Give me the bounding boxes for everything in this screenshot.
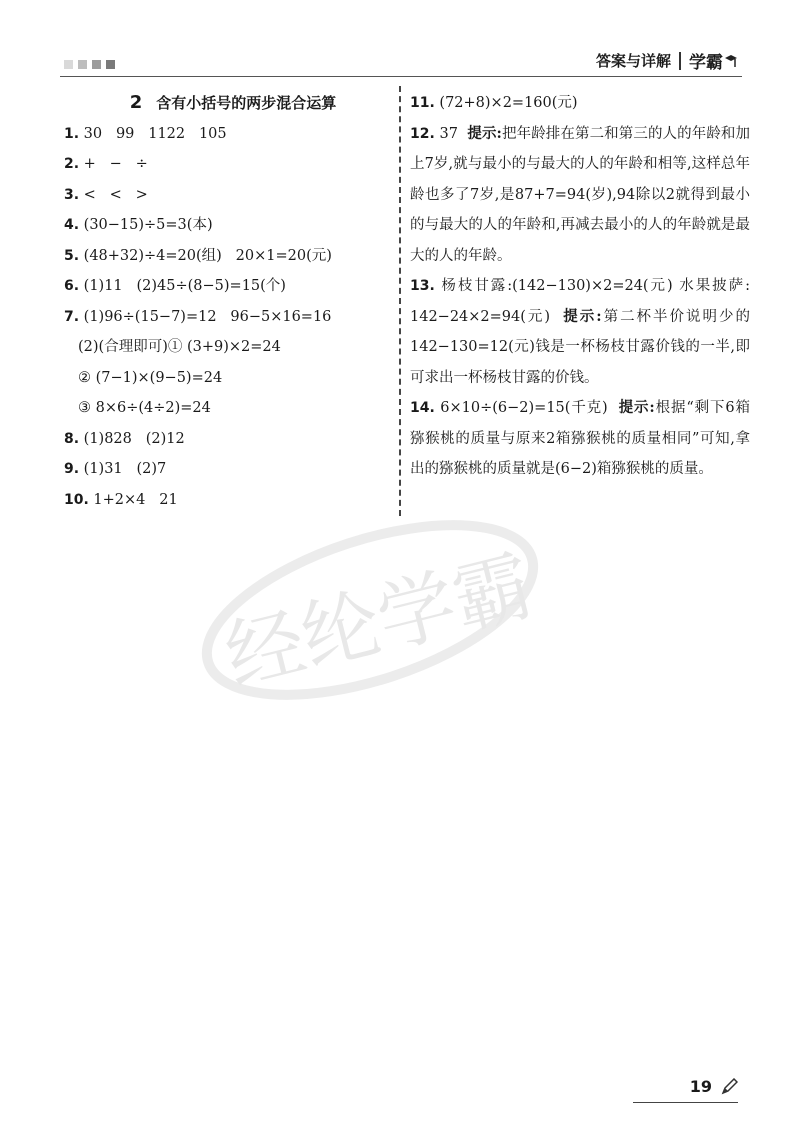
item-text: (1)828 (2)12 xyxy=(83,430,185,447)
answer-item-14 xyxy=(410,393,750,485)
header-label: 答案与详解 xyxy=(595,52,671,70)
item-number: 7. xyxy=(64,308,80,325)
pencil-icon xyxy=(720,1078,738,1096)
header-right xyxy=(596,48,738,73)
section-title xyxy=(82,88,384,119)
header-square xyxy=(78,60,87,69)
header-squares xyxy=(64,60,115,69)
item-text: < < > xyxy=(83,186,148,203)
item-number: 8. xyxy=(64,430,80,447)
left-column xyxy=(64,88,384,515)
item-text: (30−15)÷5=3(本) xyxy=(83,217,213,233)
item-number: 3. xyxy=(64,186,80,203)
item-number: 5. xyxy=(64,247,80,264)
item-number: 13. xyxy=(410,278,435,294)
item-text: (1)96÷(15−7)=12 96−5×16=16 xyxy=(83,308,332,325)
answer-item xyxy=(64,454,384,485)
hint-text: 第二杯半价说明少的142−130=12(元)钱是一杯杨枝甘露价钱的一半,即可求出一杯杨枝甘露的价钱。 xyxy=(410,308,750,386)
answer-item-12 xyxy=(410,119,750,272)
item-answer: 6×10÷(6−2)=15(千克) xyxy=(440,400,608,416)
item-number: 10. xyxy=(64,491,89,508)
answer-item xyxy=(64,302,384,333)
item-number: 6. xyxy=(64,278,80,294)
brand-logo xyxy=(689,48,738,73)
item-text: (48+32)÷4=20(组) 20×1=20(元) xyxy=(83,247,332,264)
page-number: 19 xyxy=(689,1077,712,1096)
answer-item xyxy=(64,363,384,394)
section-title-text: 含有小括号的两步混合运算 xyxy=(156,94,337,112)
footer-rule xyxy=(633,1102,738,1103)
item-number: 1. xyxy=(64,125,80,142)
answer-item xyxy=(64,149,384,180)
item-number: 12. xyxy=(410,125,435,142)
answer-item xyxy=(64,210,384,241)
answer-item xyxy=(64,424,384,455)
header-rule xyxy=(60,76,742,77)
brand-text: 学霸 xyxy=(689,53,723,73)
watermark-text: 经纶学霸 xyxy=(216,540,542,704)
footer xyxy=(690,1077,738,1096)
item-text: 30 99 1122 105 xyxy=(83,125,227,142)
answer-list xyxy=(64,119,384,516)
answer-item-13 xyxy=(410,271,750,393)
hint-text: 把年龄排在第二和第三的人的年龄和加上7岁,就与最小的与最大的人的年龄和相等,这样总年龄也多了7岁,是87+7=94(岁),94除以2就得到最小的与最大的人的年龄和,再减去最小的人的年龄就是最大的人的年龄。 xyxy=(410,125,751,264)
header-square xyxy=(92,60,101,69)
watermark-logo xyxy=(190,490,550,720)
item-number: 11. xyxy=(410,95,435,111)
item-answer: 37 xyxy=(439,125,458,142)
hint-label: 提示: xyxy=(618,399,655,416)
column-divider xyxy=(399,86,401,516)
header-separator xyxy=(679,52,681,70)
item-number: 9. xyxy=(64,461,80,477)
item-text: 1+2×4 21 xyxy=(93,491,178,508)
item-text: (72+8)×2=160(元) xyxy=(439,95,578,111)
item-text: + − ÷ xyxy=(83,156,148,172)
item-number: 14. xyxy=(410,400,435,416)
item-text: (1)11 (2)45÷(8−5)=15(个) xyxy=(83,278,286,294)
right-column xyxy=(410,88,750,485)
graduation-cap-icon xyxy=(724,53,738,69)
header-square xyxy=(106,60,115,69)
item-number: 4. xyxy=(64,217,80,233)
answer-item xyxy=(64,393,384,424)
answer-item-11 xyxy=(410,88,750,119)
hint-label: 提示: xyxy=(467,124,502,142)
hint-label: 提示: xyxy=(563,307,602,325)
section-number: 2 xyxy=(129,92,143,113)
item-answer-b: 142−24×2=94(元) xyxy=(410,308,551,325)
item-text: ② (7−1)×(9−5)=24 xyxy=(78,369,223,386)
item-number: 2. xyxy=(64,156,80,172)
answer-item xyxy=(64,241,384,272)
item-text: (1)31 (2)7 xyxy=(83,461,167,477)
answer-item xyxy=(64,180,384,211)
item-answer-a: 杨枝甘露:(142−130)×2=24(元) 水果披萨: xyxy=(441,278,751,294)
item-text: ③ 8×6÷(4÷2)=24 xyxy=(78,400,211,416)
hint-text: 根据“剩下6箱猕猴桃的质量与原来2箱猕猴桃的质量相同”可知,拿出的猕猴桃的质量就是(6−2)箱猕猴桃的质量。 xyxy=(410,400,751,477)
header-square xyxy=(64,60,73,69)
item-text: (2)(合理即可)① (3+9)×2=24 xyxy=(78,339,281,355)
answer-item xyxy=(64,332,384,363)
answer-item xyxy=(64,119,384,150)
answer-item xyxy=(64,271,384,302)
